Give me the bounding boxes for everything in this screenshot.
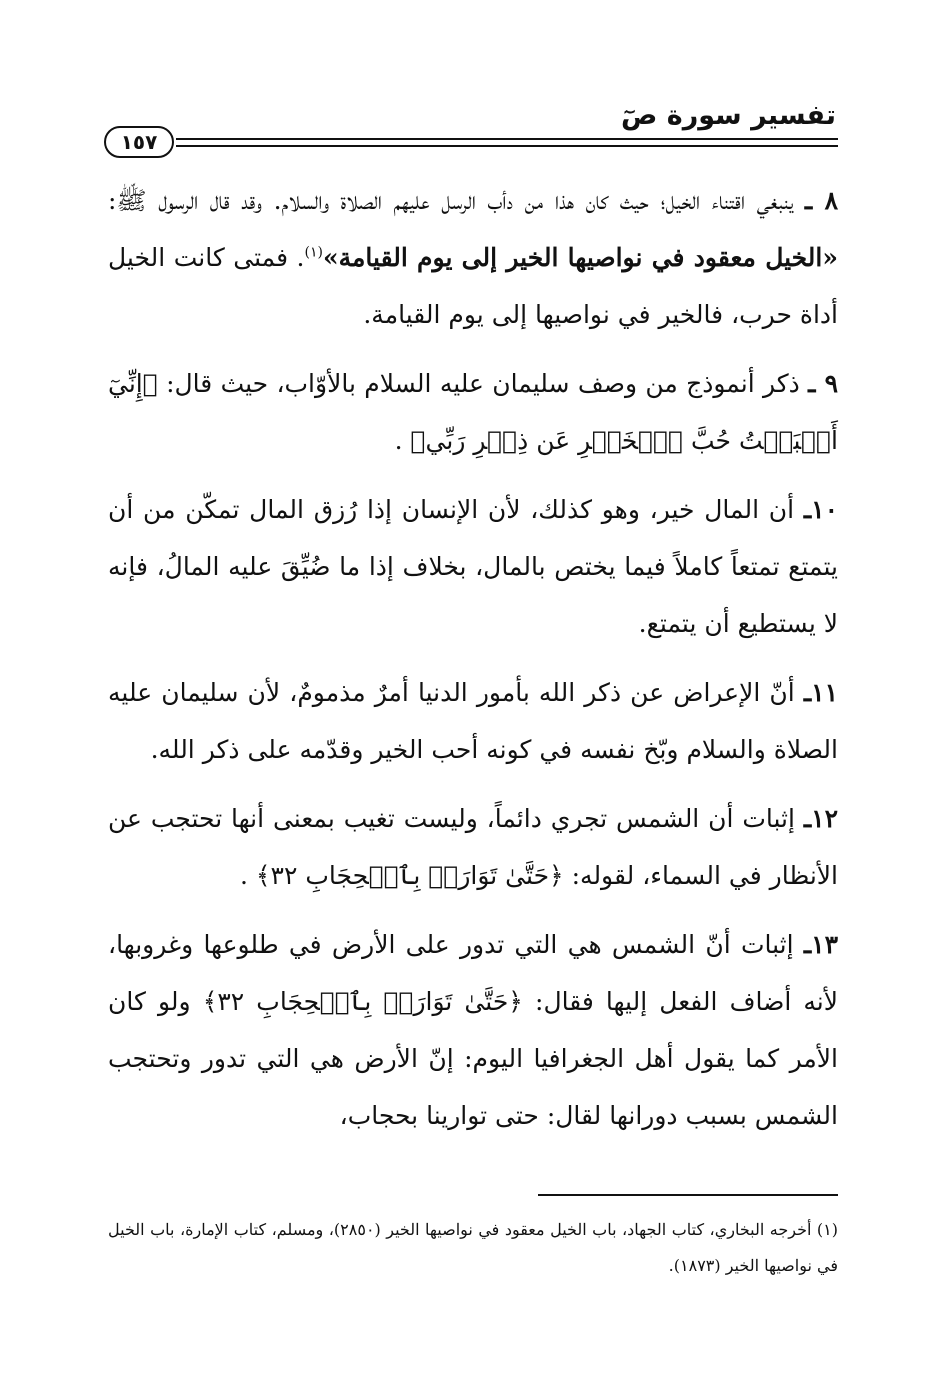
paragraph-text-cont: . bbox=[239, 861, 256, 890]
paragraph-text-cont: . فمتى كانت الخيل أداة حرب، فالخير في نواصيها إلى يوم القيامة. bbox=[108, 243, 838, 329]
point-number: ١١ـ bbox=[803, 678, 838, 707]
point-number: ٨ ـ bbox=[804, 186, 838, 215]
paragraph-text: أن المال خير، وهو كذلك، لأن الإنسان إذا رُزق المال تمكّن من أن يتمتع تمتعاً كاملاً فيما يختص بالمال، بخلاف إذا ما ضُيِّقَ عليه المالُ، فإنه لا يستطيع أن يتمتع. bbox=[108, 495, 838, 638]
header-rule bbox=[176, 138, 838, 140]
paragraph-13 bbox=[108, 916, 838, 1144]
paragraph-text-cont: . bbox=[394, 426, 411, 455]
paragraph-text: إثبات أن الشمس تجري دائماً، وليست تغيب بمعنى أنها تحتجب عن الأنظار في السماء، لقوله: bbox=[108, 804, 838, 890]
point-number: ١٣ـ bbox=[803, 930, 838, 959]
paragraph-8 bbox=[108, 172, 838, 343]
paragraph-10 bbox=[108, 481, 838, 652]
footnote-text: (١) أخرجه البخاري، كتاب الجهاد، باب الخيل معقود في نواصيها الخير (٢٨٥٠)، ومسلم، كتاب الإمارة، باب الخيل في نواصيها الخير (١٨٧٣). bbox=[108, 1220, 838, 1275]
paragraph-text: أنّ الإعراض عن ذكر الله بأمور الدنيا أمرٌ مذمومٌ، لأن سليمان عليه الصلاة والسلام وبّخ نفسه في كونه أحب الخير وقدّمه على ذكر الله. bbox=[108, 678, 838, 764]
quran-verse: ﴿حَتَّىٰ تَوَارَتۡ بِٱلۡحِجَابِ ٣٢﴾ bbox=[202, 987, 523, 1016]
quran-verse: ﴿إِنِّيٓ أَحۡبَبۡتُ حُبَّ ٱلۡخَيۡرِ عَن ذِكۡرِ رَبِّي﴾ bbox=[108, 369, 838, 455]
paragraph-9 bbox=[108, 355, 838, 469]
point-number: ١٠ـ bbox=[803, 495, 838, 524]
footnote-reference[interactable]: (١) bbox=[304, 244, 323, 261]
paragraph-12 bbox=[108, 790, 838, 904]
paragraph-text-cont: ولو كان الأمر كما يقول أهل الجغرافيا اليوم: إنّ الأرض هي التي تدور وتحتجب الشمس بسبب دورانها لقال: حتى توارينا بحجاب، bbox=[108, 987, 838, 1130]
header-rule-double bbox=[176, 145, 838, 147]
running-header-title: تفسير سورة صٓ bbox=[621, 100, 836, 131]
hadith-quote: «الخيل معقود في نواصيها الخير إلى يوم القيامة» bbox=[322, 243, 838, 272]
quran-verse: ﴿حَتَّىٰ تَوَارَتۡ بِٱلۡحِجَابِ ٣٢﴾ bbox=[255, 861, 564, 890]
paragraph-11 bbox=[108, 664, 838, 778]
paragraph-text: ذكر أنموذج من وصف سليمان عليه السلام بالأوّاب، حيث قال: bbox=[157, 369, 809, 398]
paragraph-text: ينبغي اقتناء الخيل؛ حيث كان هذا من دأب الرسل عليهم الصلاة والسلام. وقد قال الرسول ﷺ: bbox=[108, 186, 805, 215]
point-number: ٩ ـ bbox=[808, 369, 838, 398]
main-text bbox=[108, 172, 838, 1156]
footnote-separator bbox=[538, 1194, 838, 1196]
point-number: ١٢ـ bbox=[803, 804, 838, 833]
page-number: ١٥٧ bbox=[104, 126, 174, 158]
paragraph-text: إثبات أنّ الشمس هي التي تدور على الأرض في طلوعها وغروبها، لأنه أضاف الفعل إليها فقال: bbox=[108, 930, 838, 1016]
